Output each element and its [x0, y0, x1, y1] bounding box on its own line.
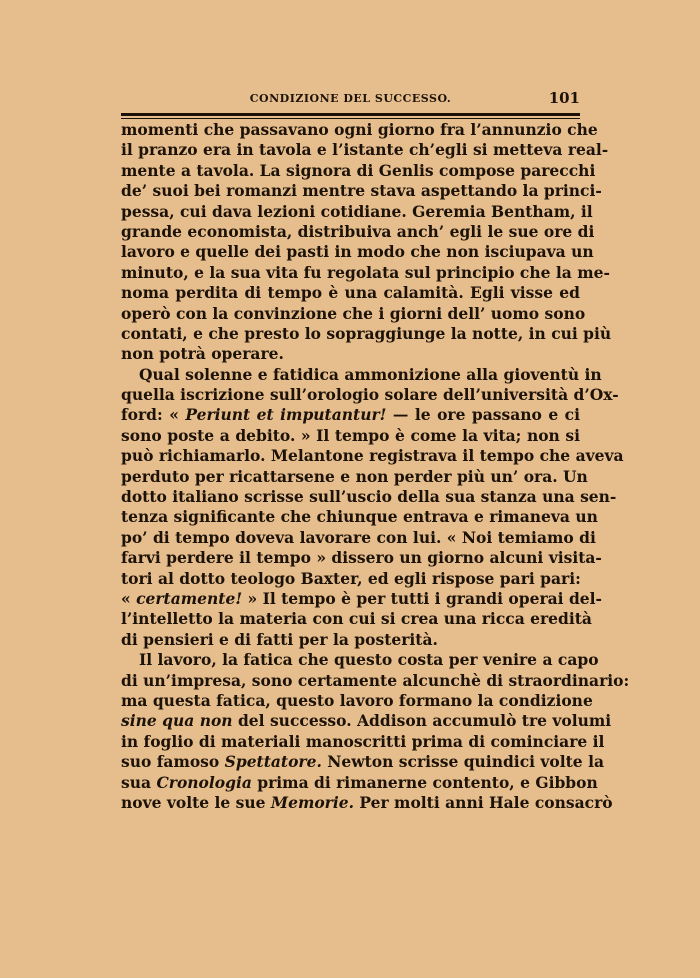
header-rule [121, 113, 580, 116]
header-rule-thin [121, 118, 580, 119]
text-line [121, 201, 593, 222]
text-line [121, 588, 602, 609]
text-line [121, 466, 588, 487]
text-run: può richiamarlo. Melantone registrava il tempo che aveva [121, 446, 624, 466]
text-run: ma questa fatica, questo lavoro formano la condizione [121, 690, 593, 710]
text-run: noma perdita di tempo è una calamità. Egli visse ed [121, 283, 580, 303]
text-run: « [121, 588, 137, 608]
text-line [121, 569, 580, 589]
running-title: CONDIZIONE DEL SUCCESSO. [249, 92, 452, 105]
text-line [121, 323, 612, 344]
text-line [121, 160, 596, 181]
text-line [121, 752, 604, 772]
text-run: contati, e che presto lo sopraggiunge la notte, in cui più [121, 323, 612, 343]
text-run: lavoro e quelle dei pasti in modo che non isciupava un [121, 242, 594, 262]
text-line [121, 487, 617, 507]
text-line [121, 731, 605, 752]
text-run: sono poste a debito. » Il tempo è come la vita; non si [121, 425, 580, 445]
text-run: prima di rimanerne contento, e Gibbon [251, 772, 598, 792]
text-run: l’intelletto la materia con cui si crea una ricca eredità [121, 609, 592, 629]
text-run: ford: « [121, 405, 186, 425]
paragraph [121, 120, 612, 365]
text-run: perduto per ricattarsene e non perder più un’ ora. Un [121, 466, 588, 486]
text-line [121, 630, 580, 650]
text-run: non potrà operare. [121, 344, 284, 364]
text-line [121, 670, 630, 691]
italic-text: sine qua non [121, 711, 233, 731]
italic-text: Cronologia [156, 772, 252, 792]
text-line [121, 772, 598, 793]
text-run: di un’impresa, sono certamente alcunchè di straordinario: [121, 670, 630, 690]
paragraph [121, 364, 624, 650]
text-line [121, 609, 592, 629]
text-run: pessa, cui dava lezioni cotidiane. Geremia Bentham, il [121, 201, 593, 221]
text-run: quella iscrizione sull’orologio solare dell’università d’Ox- [121, 385, 619, 405]
text-run: » Il tempo è per tutti i grandi operai del- [242, 588, 602, 608]
text-run: tenza significante che chiunque entrava e rimaneva un [121, 507, 598, 527]
italic-text: certamente! [136, 588, 243, 608]
paragraph [121, 650, 630, 813]
text-run: farvi perdere il tempo » dissero un giorno alcuni visita- [121, 548, 602, 568]
text-line [121, 385, 619, 405]
text-line [121, 548, 602, 568]
italic-text: Spettatore. [224, 752, 322, 772]
text-line [121, 262, 610, 283]
text-line [121, 221, 595, 242]
text-line [121, 711, 612, 731]
text-line [121, 426, 580, 446]
text-run: de’ suoi bei romanzi mentre stava aspettando la princi- [121, 181, 602, 201]
text-line [121, 140, 609, 160]
text-run: — le ore passano e ci [386, 405, 581, 425]
text-run: dotto italiano scrisse sull’uscio della sua stanza una sen- [121, 487, 617, 507]
text-line [121, 405, 580, 425]
text-run: minuto, e la sua vita fu regolata sul principio che la me- [121, 262, 610, 282]
text-line [121, 650, 599, 670]
text-line [121, 181, 602, 201]
text-line [121, 303, 586, 324]
text-run: di pensieri e di fatti per la posterità. [121, 629, 438, 649]
body-text [121, 120, 630, 813]
text-run: Per molti anni Hale consacrò [354, 792, 613, 812]
text-line [121, 507, 598, 527]
text-run: del successo. Addison accumulò tre volumi [232, 711, 612, 731]
text-line [121, 792, 613, 813]
text-run: Il lavoro, la fatica che questo costa per venire a capo [139, 650, 599, 670]
text-run: po’ di tempo doveva lavorare con lui. « Noi temiamo di [121, 527, 596, 547]
text-line [121, 690, 593, 711]
text-line [121, 364, 602, 385]
page-header [121, 89, 580, 109]
italic-text: Periunt et imputantur! [185, 405, 387, 425]
text-run: grande economista, distribuiva anch’ egli le sue ore di [121, 221, 595, 241]
text-run: Newton scrisse quindici volte la [321, 752, 604, 772]
text-run: momenti che passavano ogni giorno fra l’annunzio che [121, 120, 598, 139]
text-run: il pranzo era in tavola e l’istante ch’egli si metteva real- [121, 140, 609, 160]
text-line [121, 344, 580, 364]
italic-text: Memorie. [270, 792, 354, 812]
page-number: 101 [548, 89, 580, 107]
text-line [121, 283, 580, 303]
text-line [121, 242, 594, 262]
text-run: mente a tavola. La signora di Genlis compose parecchi [121, 160, 596, 180]
text-line [121, 120, 598, 140]
text-run: nove volte le sue [121, 792, 271, 812]
text-run: in foglio di materiali manoscritti prima di cominciare il [121, 731, 605, 751]
text-run: suo famoso [121, 752, 225, 772]
text-run: operò con la convinzione che i giorni dell’ uomo sono [121, 303, 586, 323]
text-run: sua [121, 772, 157, 792]
text-run: tori al dotto teologo Baxter, ed egli rispose pari pari: [121, 568, 581, 588]
text-run: Qual solenne e fatidica ammonizione alla gioventù in [139, 364, 602, 384]
text-line [121, 446, 624, 466]
text-line [121, 527, 596, 548]
